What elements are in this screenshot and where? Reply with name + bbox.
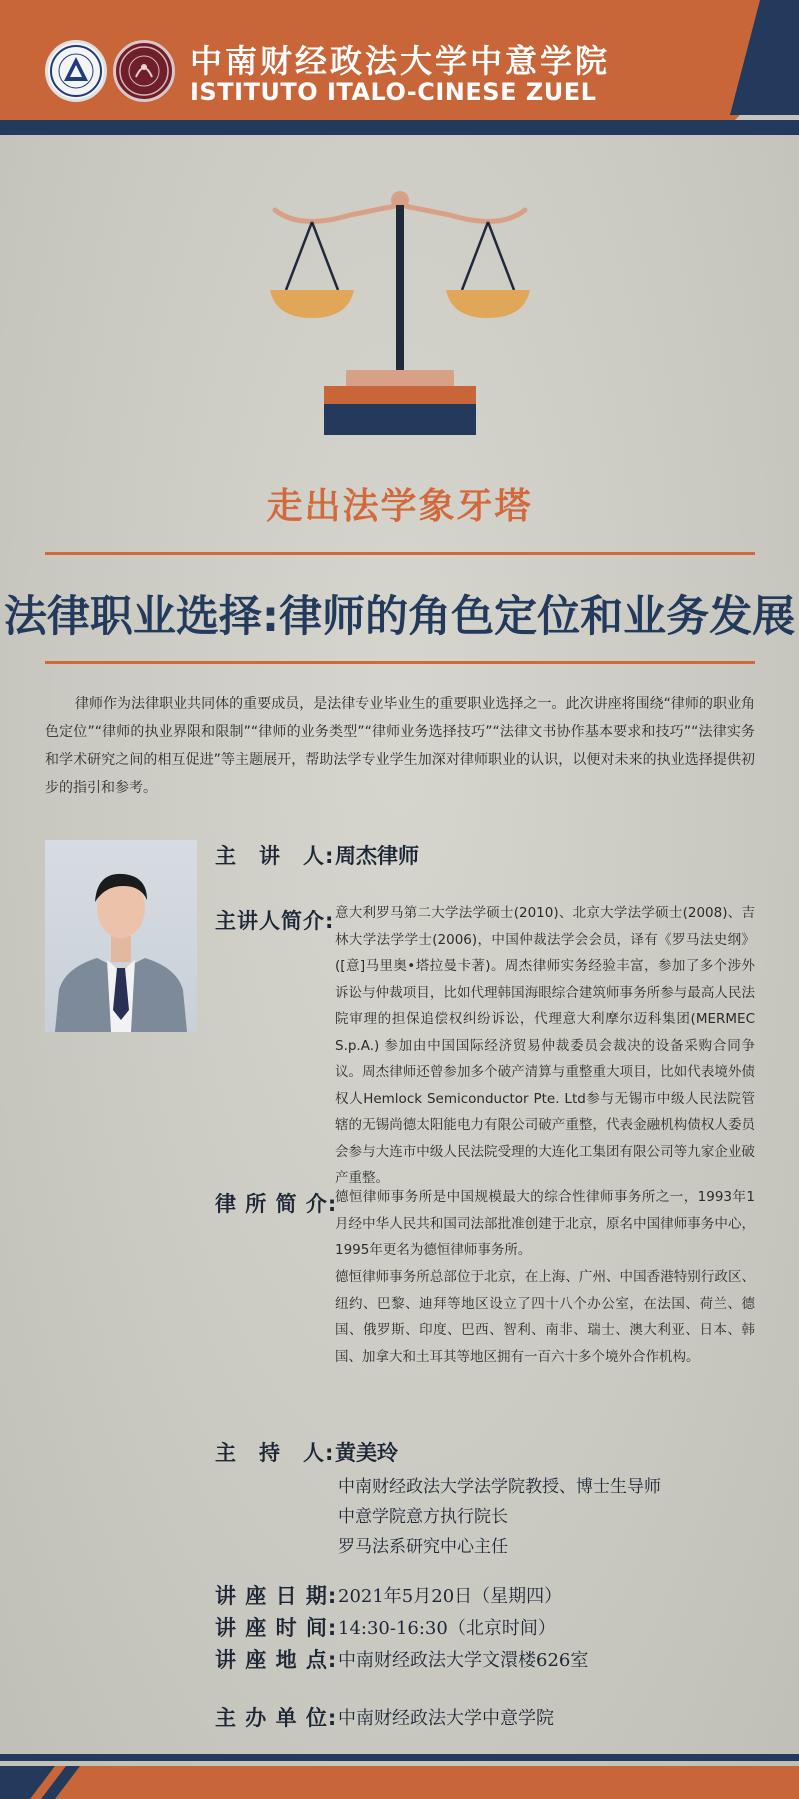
series-title: 走出法学象牙塔 bbox=[266, 486, 533, 527]
speaker-bio: 意大利罗马第二大学法学硕士(2010)、北京大学法学硕士(2008)、吉林大学法学学士(2006)，中国仲裁法学会会员，译有《罗马法史纲》([意]马里奥•塔拉曼卡著)。周杰律师实务经验丰富，参加了多个涉外诉讼与仲裁项目，比如代理韩国海眼综合建筑师事务所参与最高人民法院审理的担保追偿权纠纷诉讼，代理意大利摩尔迈科集团(MERMEC S.p.A.) 参加由中国国际经济贸易仲裁委员会裁决的设备采购合同争议。周杰律师还曾参加多个破产清算与重整重大项目，比如代表境外债权人Hemlock Semiconductor Pte. Ltd参与无锡市中级人民法院管辖的无锡尚德太阳能电力有限公司破产重整，代表金融机构债权人委员会参与大连市中级人民法院受理的大连化工集团有限公司等九家企业破产重整。 bbox=[335, 905, 755, 1186]
time-label: 讲 座 时 间: bbox=[215, 1616, 338, 1640]
date-label: 讲 座 日 期: bbox=[215, 1584, 338, 1608]
scales-of-justice-icon bbox=[270, 190, 530, 435]
host-label: 主 持 人: bbox=[215, 1441, 335, 1465]
footer-banner bbox=[0, 1754, 799, 1799]
divider-top bbox=[45, 552, 755, 555]
place-value: 中南财经政法大学文澴楼626室 bbox=[338, 1650, 589, 1671]
time-value: 14:30-16:30（北京时间） bbox=[338, 1618, 556, 1639]
lecture-title: 法律职业选择:律师的角色定位和业务发展 bbox=[3, 592, 796, 642]
place-label: 讲 座 地 点: bbox=[215, 1648, 338, 1672]
host-title-3: 罗马法系研究中心主任 bbox=[338, 1537, 508, 1557]
school-name-it: ISTITUTO ITALO-CINESE ZUEL bbox=[190, 78, 597, 106]
speaker-label: 主 讲 人: bbox=[215, 844, 335, 868]
host-title-2: 中意学院意方执行院长 bbox=[338, 1507, 508, 1527]
header-banner bbox=[0, 0, 799, 135]
speaker-bio-label: 主讲人简介: bbox=[215, 909, 335, 933]
school-name-cn: 中南财经政法大学中意学院 bbox=[190, 42, 611, 80]
firm-label: 律 所 简 介: bbox=[215, 1192, 338, 1216]
italian-university-seal-icon bbox=[113, 40, 175, 102]
organizer-value: 中南财经政法大学中意学院 bbox=[338, 1708, 554, 1729]
host-title-1: 中南财经政法大学法学院教授、博士生导师 bbox=[338, 1477, 661, 1497]
firm-intro-p2: 德恒律师事务所总部位于北京，在上海、广州、中国香港特别行政区、纽约、巴黎、迪拜等地区设立了四十八个办公室，在法国、荷兰、德国、俄罗斯、印度、巴西、智利、南非、瑞士、澳大利亚、日本、韩国、加拿大和土耳其等地区拥有一百六十多个境外合作机构。 bbox=[335, 1269, 755, 1365]
date-value: 2021年5月20日（星期四） bbox=[338, 1586, 563, 1607]
host-name: 黄美玲 bbox=[335, 1441, 398, 1465]
speaker-name: 周杰律师 bbox=[335, 844, 419, 868]
university-emblem-icon bbox=[45, 40, 107, 102]
intro-paragraph: 律师作为法律职业共同体的重要成员，是法律专业毕业生的重要职业选择之一。此次讲座将围绕“律师的职业角色定位”“律师的执业界限和限制”“律师的业务类型”“律师业务选择技巧”“法律文书协作基本要求和技巧”“法律实务和学术研究之间的相互促进”等主题展开，帮助法学专业学生加深对律师职业的认识，以便对未来的执业选择提供初步的指引和参考。 bbox=[45, 696, 755, 796]
organizer-label: 主 办 单 位: bbox=[215, 1706, 338, 1730]
firm-intro-p1: 德恒律师事务所是中国规模最大的综合性律师事务所之一，1993年1月经中华人民共和国司法部批准创建于北京，原名中国律师事务中心，1995年更名为德恒律师事务所。 bbox=[335, 1189, 755, 1258]
speaker-photo bbox=[45, 840, 197, 1032]
divider-bottom bbox=[45, 661, 755, 664]
